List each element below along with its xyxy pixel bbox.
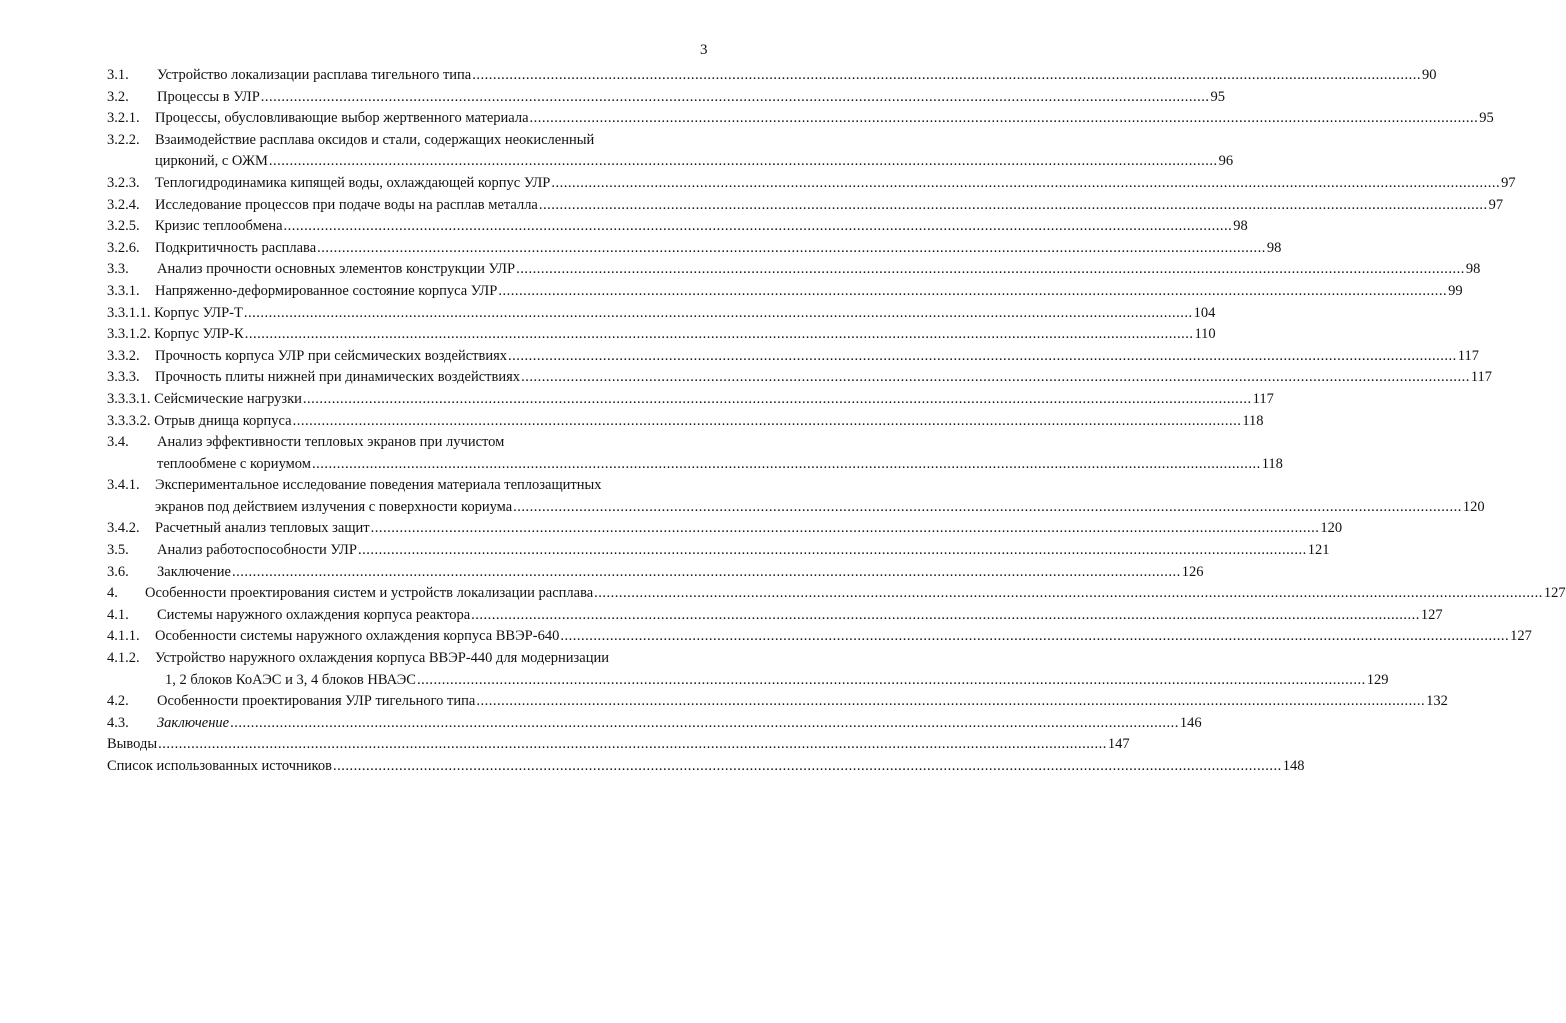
toc-title: Прочность плиты нижней при динамических воздействиях	[155, 369, 521, 386]
toc-leader	[539, 195, 1488, 217]
toc-page: 120	[1462, 498, 1485, 515]
toc-page: 147	[1107, 736, 1130, 753]
toc-number: 3.2.2.	[107, 131, 140, 148]
toc-entry-3-3-3-2[interactable]	[107, 411, 1264, 433]
toc-title-continued: цирконий, с ОЖМ	[155, 153, 268, 170]
toc-leader	[317, 238, 1266, 260]
toc-page: 97	[1501, 174, 1516, 191]
toc-number: 3.2.6.	[107, 239, 140, 256]
toc-title: Особенности проектирования УЛР тигельного типа	[157, 693, 476, 710]
toc-page: 96	[1218, 153, 1234, 170]
toc-entry-3-3-3-1[interactable]	[107, 389, 1274, 411]
toc-number: 4.3.	[107, 714, 129, 731]
toc-leader	[358, 540, 1307, 562]
toc-title: Сейсмические нагрузки	[154, 390, 302, 407]
toc-number: 4.1.2.	[107, 650, 140, 667]
toc-leader	[472, 65, 1421, 87]
toc-title: Заключение	[157, 563, 231, 580]
toc-entry-3-6[interactable]	[107, 562, 1204, 584]
toc-leader	[333, 756, 1282, 778]
toc-number: 3.2.	[107, 88, 129, 105]
toc-entry-references[interactable]	[107, 756, 1305, 778]
toc-entry-4[interactable]	[107, 583, 1566, 605]
toc-title: Кризис теплообмена	[155, 218, 283, 235]
toc-title-continued: теплообмене с кориумом	[157, 455, 311, 472]
toc-title: Особенности проектирования систем и устройств локализации расплава	[145, 585, 594, 602]
toc-number: 3.3.	[107, 261, 129, 278]
toc-number: 3.2.5.	[107, 218, 140, 235]
toc-entry-3-3-2[interactable]	[107, 346, 1479, 368]
toc-leader	[476, 691, 1425, 713]
toc-page: 90	[1422, 67, 1437, 83]
toc-number: 3.2.4.	[107, 196, 140, 213]
toc-page: 118	[1242, 412, 1264, 429]
toc-entry-3-2-1[interactable]	[107, 108, 1494, 130]
toc-title: Выводы	[107, 736, 158, 753]
toc-leader	[498, 281, 1447, 303]
toc-title: Прочность корпуса УЛР при сейсмических воздействиях	[155, 347, 508, 364]
toc-entry-3-2-2[interactable]	[107, 130, 1234, 173]
toc-number: 3.4.1.	[107, 477, 140, 494]
toc-entry-3-2-5[interactable]	[107, 216, 1248, 238]
toc-title: Процессы, обусловливающие выбор жертвенного материала	[155, 110, 529, 127]
toc-page: 121	[1307, 542, 1330, 559]
toc-title: Системы наружного охлаждения корпуса реактора	[157, 606, 471, 623]
toc-leader	[269, 151, 1218, 173]
toc-number: 3.3.1.2.	[107, 326, 151, 343]
toc-entry-3-4-2[interactable]	[107, 518, 1343, 540]
toc-leader	[516, 259, 1465, 281]
toc-page: 110	[1194, 326, 1216, 343]
toc-number: 3.3.1.	[107, 282, 140, 299]
toc-title: Анализ прочности основных элементов конструкции УЛР	[157, 261, 516, 278]
toc-number: 3.3.3.1.	[107, 390, 151, 407]
toc-number: 4.1.1.	[107, 628, 140, 645]
toc-entry-4-1-1[interactable]	[107, 626, 1532, 648]
toc-title: Анализ эффективности тепловых экранов при лучистом	[157, 434, 505, 451]
toc-page: 127	[1420, 606, 1443, 623]
toc-leader	[158, 734, 1107, 756]
toc-number: 4.	[107, 585, 118, 602]
toc-title-continued: 1, 2 блоков КоАЭС и 3, 4 блоков НВАЭС	[165, 671, 416, 688]
toc-title: Особенности системы наружного охлаждения корпуса ВВЭР-640	[155, 628, 560, 645]
toc-number: 3.2.1.	[107, 110, 140, 127]
toc-number: 4.2.	[107, 693, 129, 710]
toc-page: 117	[1252, 390, 1274, 407]
toc-title: Исследование процессов при подаче воды на расплав металла	[155, 196, 538, 213]
toc-entry-3-4[interactable]	[107, 432, 1283, 475]
toc-page: 104	[1193, 304, 1216, 321]
table-of-contents	[107, 65, 1566, 778]
toc-page: 98	[1266, 239, 1282, 256]
toc-title: Отрыв днища корпуса	[154, 412, 292, 429]
toc-leader	[530, 108, 1479, 130]
toc-title: Устройство наружного охлаждения корпуса ВВЭР-440 для модернизации	[155, 650, 610, 667]
toc-entry-3-2[interactable]	[107, 87, 1226, 109]
toc-title-continued: экранов под действием излучения с поверхности кориума	[155, 498, 513, 515]
toc-page: 127	[1543, 585, 1566, 602]
toc-entry-3-5[interactable]	[107, 540, 1330, 562]
toc-leader	[551, 173, 1500, 195]
toc-page: 117	[1470, 369, 1493, 386]
toc-entry-3-3-1[interactable]	[107, 281, 1463, 303]
toc-number: 3.1.	[107, 67, 129, 83]
toc-number: 3.3.1.1.	[107, 304, 151, 321]
toc-number: 4.1.	[107, 606, 129, 623]
toc-entry-3-3[interactable]	[107, 259, 1481, 281]
toc-number: 3.6.	[107, 563, 129, 580]
toc-entry-3-2-3[interactable]	[107, 173, 1516, 195]
toc-leader	[261, 87, 1210, 109]
toc-title: Список использованных источников	[107, 758, 332, 774]
toc-leader	[417, 670, 1366, 692]
toc-entry-4-3[interactable]	[107, 713, 1202, 735]
toc-number: 3.5.	[107, 542, 129, 559]
toc-leader	[244, 303, 1193, 325]
toc-entry-3-2-4[interactable]	[107, 195, 1504, 217]
toc-leader	[508, 346, 1457, 368]
toc-page: 95	[1479, 110, 1494, 127]
toc-title: Взаимодействие расплава оксидов и стали, содержащих неокисленный	[155, 131, 595, 148]
page-number: 3	[700, 42, 708, 58]
toc-page: 148	[1282, 758, 1305, 774]
toc-title: Экспериментальное исследование поведения материала теплозащитных	[155, 477, 602, 494]
toc-number: 3.4.2.	[107, 520, 140, 537]
toc-entry-4-2[interactable]	[107, 691, 1448, 713]
toc-entry-3-2-6[interactable]	[107, 238, 1282, 260]
toc-leader	[303, 389, 1252, 411]
toc-title: Устройство локализации расплава тигельного типа	[157, 67, 472, 83]
toc-title: Заключение	[157, 714, 230, 731]
toc-entry-3-3-1-2[interactable]	[107, 324, 1216, 346]
toc-entry-3-4-1[interactable]	[107, 475, 1485, 518]
toc-page: 97	[1488, 196, 1504, 213]
toc-leader	[293, 411, 1242, 433]
toc-number: 3.2.3.	[107, 174, 140, 191]
toc-page: 98	[1465, 261, 1481, 278]
toc-page: 117	[1457, 347, 1479, 364]
toc-number: 3.3.3.2.	[107, 412, 151, 429]
toc-page: 120	[1320, 520, 1343, 537]
toc-entry-4-1-2[interactable]	[107, 648, 1389, 691]
toc-leader	[232, 562, 1181, 584]
toc-page: 129	[1366, 671, 1389, 688]
toc-entry-3-1[interactable]	[107, 65, 1437, 87]
toc-title: Анализ работоспособности УЛР	[157, 542, 357, 559]
toc-page: 146	[1179, 714, 1202, 731]
toc-leader	[284, 216, 1233, 238]
toc-leader	[513, 497, 1462, 519]
toc-page: 99	[1448, 282, 1463, 299]
toc-leader	[594, 583, 1543, 605]
toc-page: 126	[1181, 563, 1204, 580]
toc-entry-3-3-1-1[interactable]	[107, 303, 1216, 325]
toc-leader	[371, 518, 1320, 540]
toc-page: 95	[1210, 88, 1226, 105]
toc-title: Теплогидродинамика кипящей воды, охлаждающей корпус УЛР	[155, 174, 551, 191]
toc-title: Напряженно-деформированное состояние корпуса УЛР	[155, 282, 498, 299]
toc-leader	[245, 324, 1194, 346]
toc-title: Процессы в УЛР	[157, 88, 260, 105]
toc-number: 3.3.2.	[107, 347, 140, 364]
toc-number: 3.3.3.	[107, 369, 140, 386]
toc-entry-4-1[interactable]	[107, 605, 1443, 627]
toc-title: Расчетный анализ тепловых защит	[155, 520, 370, 537]
toc-leader	[230, 713, 1179, 735]
toc-entry-3-3-3[interactable]	[107, 367, 1493, 389]
toc-entry-conclusions[interactable]	[107, 734, 1130, 756]
toc-title: Корпус УЛР-Т	[154, 304, 243, 321]
toc-leader	[312, 454, 1261, 476]
toc-page: 132	[1426, 693, 1448, 710]
toc-title: Корпус УЛР-К	[154, 326, 244, 343]
toc-page: 98	[1233, 218, 1248, 235]
toc-leader	[471, 605, 1420, 627]
toc-leader	[560, 626, 1509, 648]
toc-page: 118	[1261, 455, 1283, 472]
toc-leader	[521, 367, 1470, 389]
toc-number: 3.4.	[107, 434, 129, 451]
toc-page: 127	[1510, 628, 1532, 645]
toc-title: Подкритичность расплава	[155, 239, 317, 256]
